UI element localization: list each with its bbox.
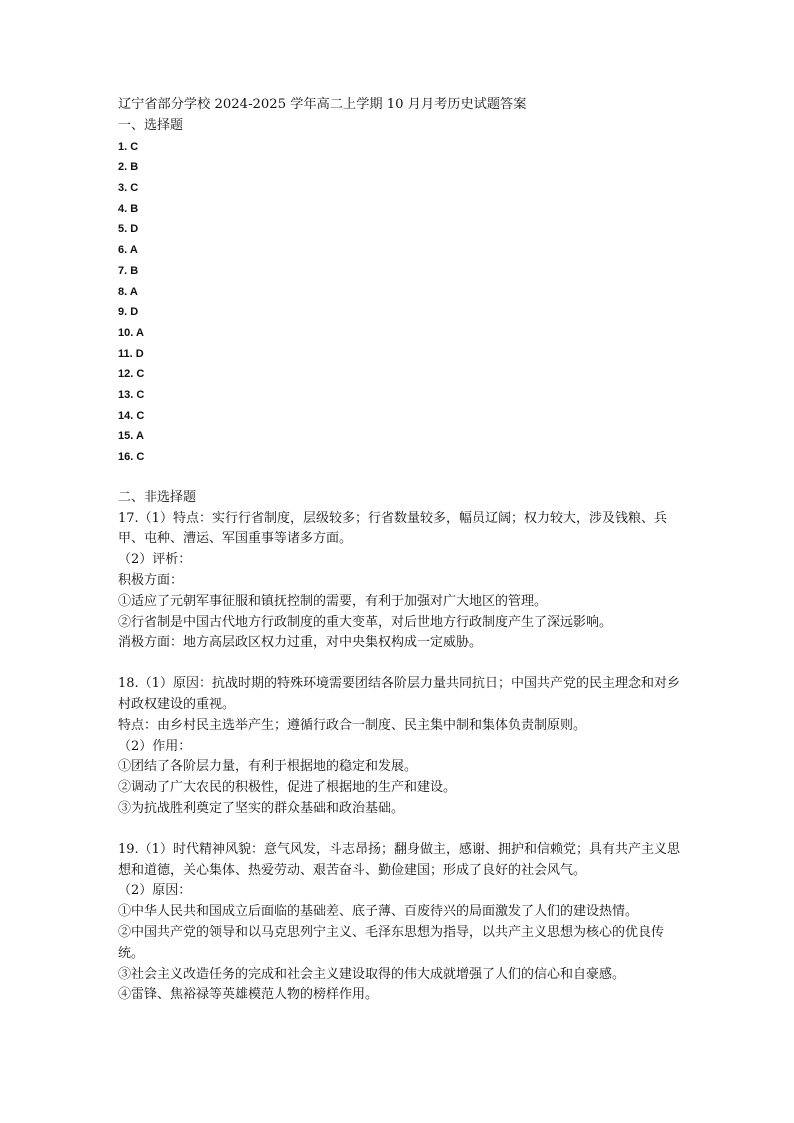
answer-paragraph: ①中华人民共和国成立后面临的基础差、底子薄、百废待兴的局面激发了人们的建设热情。 (118, 904, 639, 920)
answer-item: 1. C (118, 140, 139, 153)
answer-paragraph: 特点：由乡村民主选举产生；遵循行政合一制度、民主集中制和集体负责制原则。 (118, 717, 587, 733)
answer-item: 8. A (118, 285, 138, 298)
answer-paragraph: 19.（1）时代精神风貌：意气风发，斗志昂扬；翻身做主，感谢、拥护和信赖党；具有共产主义思想和道德，关心集体、热爱劳动、艰苦奋斗、勤俭建国；形成了良好的社会风气。 (118, 841, 680, 878)
answer-paragraph: ②行省制是中国古代地方行政制度的重大变革，对后世地方行政制度产生了深远影响。 (118, 614, 613, 630)
question-17-answer (118, 509, 688, 655)
answer-paragraph: 消极方面：地方高层政区权力过重，对中央集权构成一定威胁。 (118, 635, 483, 651)
answer-paragraph: 积极方面： (118, 573, 184, 589)
answer-item: 7. B (118, 264, 139, 277)
answer-item: 2. B (118, 161, 139, 174)
answer-paragraph: ①团结了各阶层力量，有利于根据地的稳定和发展。 (118, 759, 418, 775)
answer-item: 9. D (118, 306, 139, 319)
answer-paragraph: 17.（1）特点：实行行省制度，层级较多；行省数量较多，幅员辽阔；权力较大，涉及钱粮、兵甲、屯种、漕运、军国重事等诸多方面。 (118, 510, 667, 547)
answer-item: 3. C (118, 182, 139, 194)
answer-item: 6. A (118, 244, 138, 257)
answer-paragraph: ③社会主义改造任务的完成和社会主义建设取得的伟大成就增强了人们的信心和自豪感。 (118, 966, 626, 982)
spacer (118, 654, 688, 674)
answer-paragraph: ②中国共产党的领导和以马克思列宁主义、毛泽东思想为指导，以共产主义思想为核心的优良传统。 (118, 924, 665, 961)
answer-item: 5. D (118, 223, 139, 236)
answer-paragraph: 18.（1）原因：抗战时期的特殊环境需要团结各阶层力量共同抗日；中国共产党的民主理念和对乡村政权建设的重视。 (118, 676, 680, 713)
question-19-answer (118, 840, 688, 1006)
answer-paragraph: ①适应了元朝军事征服和镇抚控制的需要，有利于加强对广大地区的管理。 (118, 593, 548, 609)
multiple-choice-answers (118, 137, 688, 468)
answer-item: 12. C (118, 368, 145, 381)
section-heading-non-choice: 二、非选择题 (118, 489, 197, 505)
answer-item: 15. A (118, 430, 144, 443)
answer-paragraph: （2）原因： (118, 883, 192, 899)
answer-paragraph: ②调动了广大农民的积极性，促进了根据地的生产和建设。 (118, 780, 457, 796)
section-heading-multiple-choice: 一、选择题 (118, 117, 184, 133)
answer-item: 13. C (118, 389, 145, 402)
question-18-answer (118, 674, 688, 820)
answer-paragraph: ④雷锋、焦裕禄等英雄模范人物的榜样作用。 (118, 987, 379, 1003)
answer-item: 16. C (118, 451, 145, 464)
answer-item: 11. D (118, 347, 144, 360)
document-title: 辽宁省部分学校 2024-2025 学年高二上学期 10 月月考历史试题答案 (118, 97, 527, 112)
answer-item: 10. A (118, 326, 144, 339)
answer-item: 14. C (118, 409, 145, 422)
answer-item: 4. B (118, 202, 139, 215)
spacer (118, 820, 688, 840)
answer-paragraph: （2）作用： (118, 738, 192, 754)
answer-paragraph: ③为抗战胜利奠定了坚实的群众基础和政治基础。 (118, 801, 405, 816)
answer-paragraph: （2）评析： (118, 552, 192, 568)
answer-document (118, 95, 688, 1006)
spacer (118, 468, 688, 488)
